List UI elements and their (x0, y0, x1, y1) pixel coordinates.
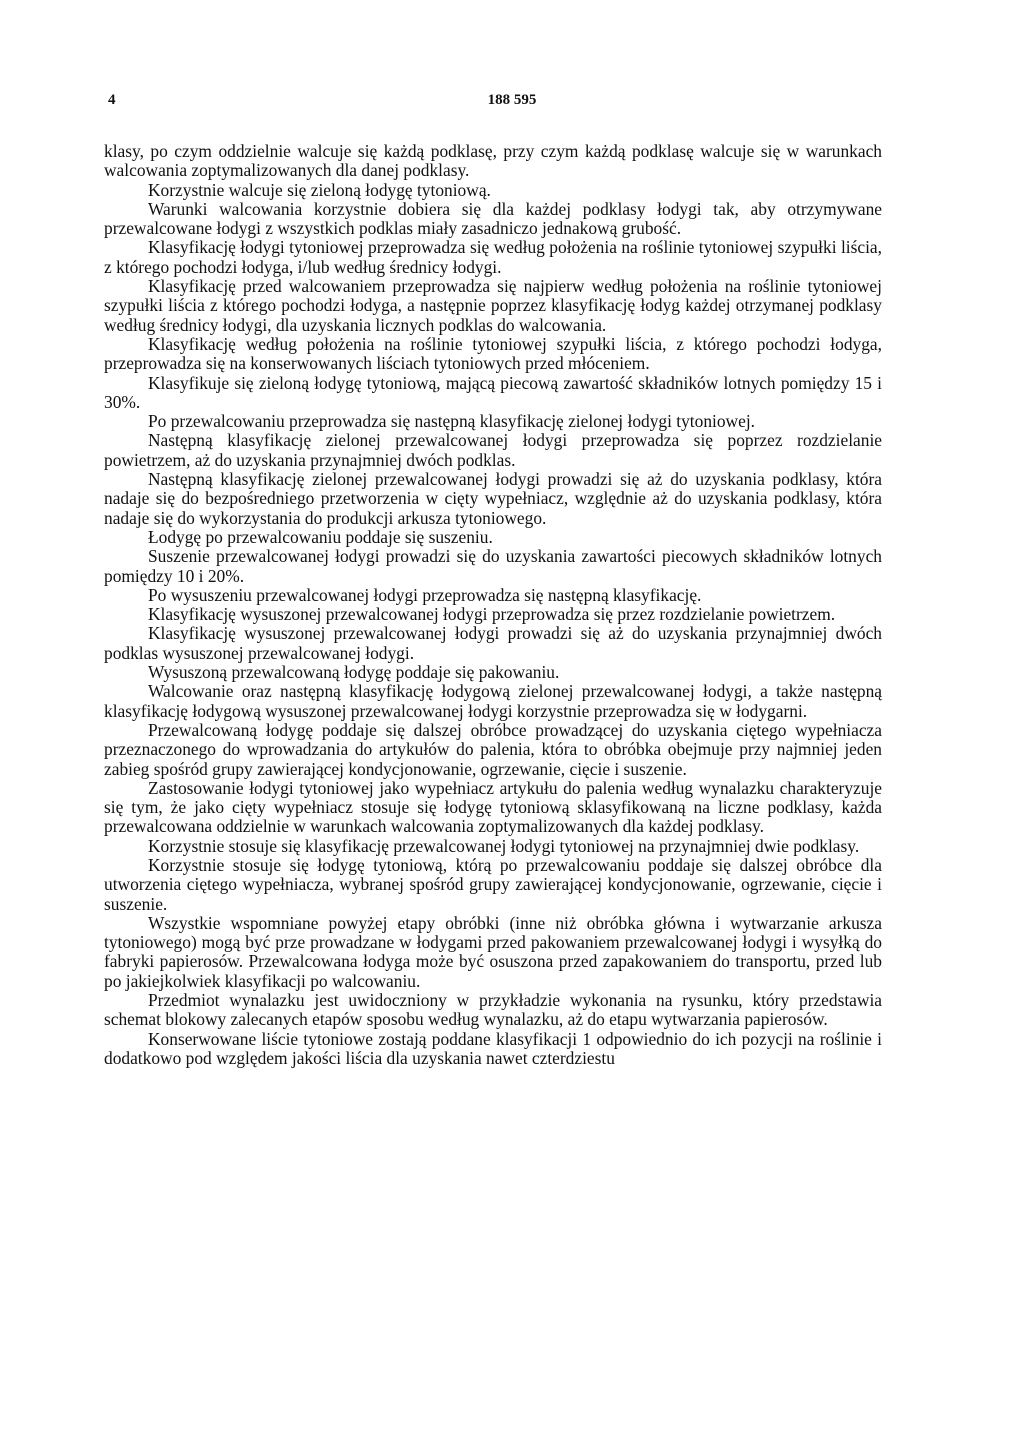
paragraph: Konserwowane liście tytoniowe zostają poddane klasyfikacji 1 odpowiednio do ich pozycji na roślinie i dodatkowo pod względem jakości liścia dla uzyskania nawet czterdziestu (104, 1028, 882, 1068)
paragraph: Klasyfikację według położenia na roślinie tytoniowej szypułki liścia, z którego pochodzi łodyga, przeprowadza się na konserwowanych liściach tytoniowych przed młóceniem. (104, 333, 882, 374)
paragraph: Wysuszoną przewalcowaną łodygę poddaje się pakowaniu. (148, 662, 560, 683)
paragraph: Klasyfikuje się zieloną łodygę tytoniową, mającą piecową zawartość składników lotnych pomiędzy 15 i 30%. (104, 372, 882, 412)
paragraph: Klasyfikację łodygi tytoniowej przeprowadza się według położenia na roślinie tytoniowej szypułki liścia, z którego pochodzi łodyga, i/lub według średnicy łodygi. (104, 237, 882, 277)
paragraph: Przewalcowaną łodygę poddaje się dalszej obróbce prowadzącej do uzyskania ciętego wypełniacza przeznaczonego do wprowadzania do artykułów do palenia, która to obróbka obejmuje przy najmniej jeden zabieg spośród grupy zawierającej kondycjonowanie, ogrzewanie, cięcie i suszenie. (104, 719, 882, 779)
paragraph: klasy, po czym oddzielnie walcuje się każdą podklasę, przy czym każdą podklasę walcuje się w warunkach walcowania zoptymalizowanych dla danej podklasy. (104, 141, 882, 181)
paragraph: Następną klasyfikację zielonej przewalcowanej łodygi przeprowadza się poprzez rozdzielanie powietrzem, aż do uzyskania przynajmniej dwóch podklas. (104, 430, 882, 470)
paragraph: Walcowanie oraz następną klasyfikację łodygową zielonej przewalcowanej łodygi, a także następną klasyfikację łodygową wysuszonej przewalcowanej łodygi korzystnie przeprowadza się w łodygarni. (104, 681, 882, 721)
paragraph: Korzystnie stosuje się klasyfikację przewalcowanej łodygi tytoniowej na przynajmniej dwie podklasy. (148, 835, 860, 856)
paragraph: Klasyfikację wysuszonej przewalcowanej łodygi prowadzi się aż do uzyskania przynajmniej dwóch podklas wysuszonej przewalcowanej łodygi. (104, 623, 882, 663)
page-number: 4 (108, 92, 116, 108)
paragraph: Zastosowanie łodygi tytoniowej jako wypełniacz artykułu do palenia według wynalazku charakteryzuje się tym, że jako cięty wypełniacz stosuje się łodygę tytoniową sklasyfikowaną na liczne podklasy, każda przewalcowana oddzielnie w warunkach walcowania zoptymalizowanych dla każdej podklasy. (104, 777, 882, 837)
paragraph: Warunki walcowania korzystnie dobiera się dla każdej podklasy łodygi tak, aby otrzymywane przewalcowane łodygi z wszystkich podklas miały zasadniczo jednakową grubość. (104, 198, 882, 239)
paragraph: Korzystnie stosuje się łodygę tytoniową, którą po przewalcowaniu poddaje się dalszej obróbce dla utworzenia ciętego wypełniacza, wybranej spośród grupy zawierającej kondycjonowanie, ogrzewanie, cięcie i suszenie. (104, 854, 882, 914)
paragraph: Wszystkie wspomniane powyżej etapy obróbki (inne niż obróbka główna i wytwarzanie arkusza tytoniowego) mogą być prze prowadzane w łodygami przed pakowaniem przewalcowanej łodygi i wysyłką do fabryki papierosów. Przewalcowana łodyga może być osuszona przed zapakowaniem do transportu, przed lub po jakiejkolwiek klasyfikacji po walcowaniu. (104, 912, 882, 991)
body-text (104, 142, 882, 1068)
paragraph: Klasyfikację przed walcowaniem przeprowadza się najpierw według położenia na roślinie tytoniowej szypułki liścia z którego pochodzi łodyga, a następnie poprzez klasyfikację łodyg każdej otrzymanej podklasy według średnicy łodygi, dla uzyskania licznych podklas do walcowania. (104, 276, 882, 335)
paragraph: Korzystnie walcuje się zieloną łodygę tytoniową. (148, 179, 491, 200)
paragraph: Po przewalcowaniu przeprowadza się następną klasyfikację zielonej łodygi tytoniowej. (148, 411, 756, 432)
paragraph: Przedmiot wynalazku jest uwidoczniony w przykładzie wykonania na rysunku, który przedstawia schemat blokowy zalecanych etapów sposobu według wynalazku, aż do etapu wytwarzania papierosów. (104, 990, 882, 1030)
patent-number: 188 595 (487, 92, 537, 108)
paragraph: Po wysuszeniu przewalcowanej łodygi przeprowadza się następną klasyfikację. (148, 584, 702, 605)
page-header (0, 92, 1024, 116)
paragraph: Łodygę po przewalcowaniu poddaje się suszeniu. (148, 526, 493, 547)
paragraph: Następną klasyfikację zielonej przewalcowanej łodygi prowadzi się aż do uzyskania podklasy, która nadaje się do bezpośredniego przetworzenia w cięty wypełniacz, względnie aż do uzyskania podklasy, która nadaje się do wykorzystania do produkcji arkusza tytoniowego. (104, 469, 882, 528)
paragraph: Klasyfikację wysuszonej przewalcowanej łodygi przeprowadza się przez rozdzielanie powietrzem. (148, 604, 836, 625)
paragraph: Suszenie przewalcowanej łodygi prowadzi się do uzyskania zawartości piecowych składników lotnych pomiędzy 10 i 20%. (104, 546, 882, 586)
